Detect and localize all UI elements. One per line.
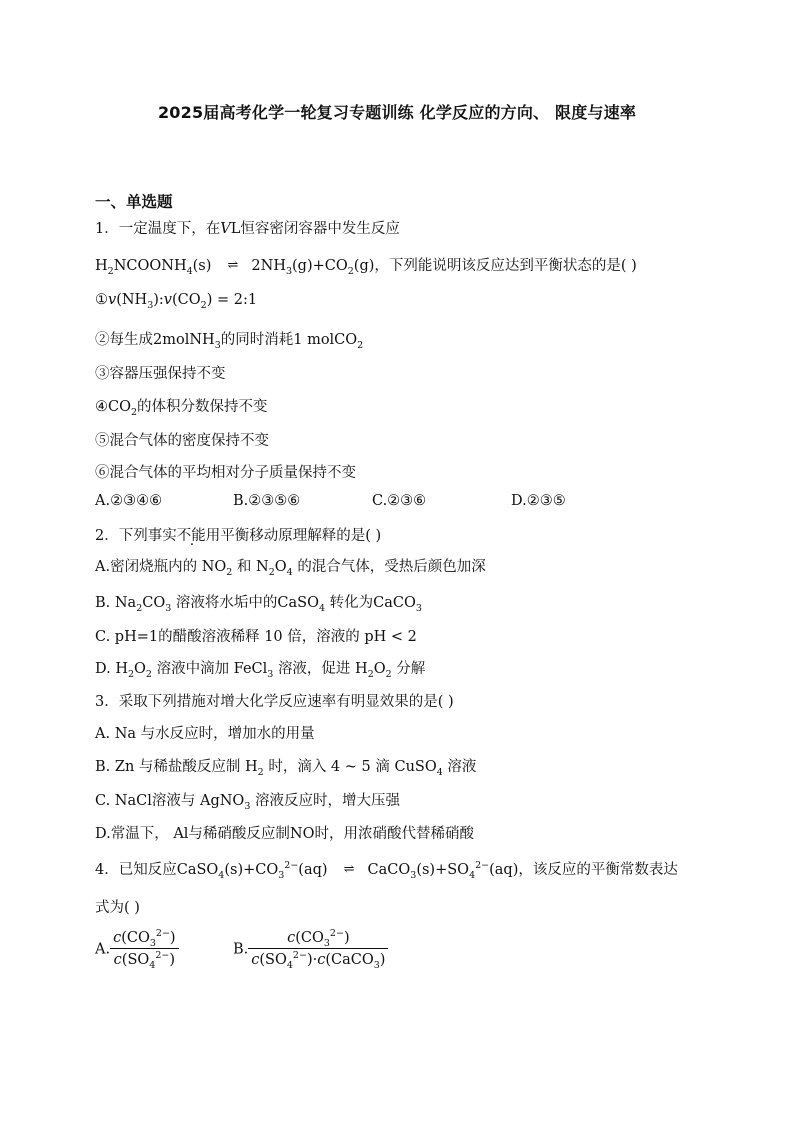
q1-option-c[interactable]: C.②③⑥ [372,493,427,509]
fraction: $\frac{c(CO_3^{2-})}{c(SO_4^{2-})\cdot c(CaCO_3)}$ [248,928,388,971]
q1-option-d[interactable]: D.②③⑤ [511,493,566,509]
q1-option-b[interactable]: B.②③⑤⑥ [233,493,301,509]
q4-option-a[interactable]: A. $\frac{c(CO_3^{2-})}{c(SO_4^{2-})}$ [95,928,179,971]
q1-item-4: $④CO_2$的体积分数保持不变 [95,399,268,418]
q2-option-b[interactable]: B. $Na_2CO_3$ 溶液将水垢中的CaSO$_4$ 转化为CaCO$_3$ [95,595,422,614]
q4-option-b[interactable]: B. $\frac{c(CO_3^{2-})}{c(SO_4^{2-})\cdot c(CaCO_3)}$ [233,928,388,971]
question-3-stem: 3．采取下列措施对增大化学反应速率有明显效果的是( ) [95,694,454,710]
q1-item-1: $①v(NH_3):v(CO_2)$ = 2:1 [95,292,258,311]
q3-option-d[interactable]: D.常温下， Al与稀硝酸反应制NO时，用浓硝酸代替稀硝酸 [95,826,475,842]
question-4-stem: 4．已知反应$CaSO_4(s)+CO_3^{2-}(aq)$ ⇌ $CaCO_3(s)+SO_4^{2-}(aq)$，该反应的平衡常数表达 [95,860,678,881]
question-1-stem: 1．一定温度下，在VL恒容密闭容器中发生反应 [95,221,400,237]
q1-item-5: ⑤混合气体的密度保持不变 [95,433,269,449]
question-4-stem-cont: 式为( ) [95,900,140,916]
page-title: 2025届高考化学一轮复习专题训练 化学反应的方向、 限度与速率 [157,103,637,122]
equilibrium-arrow-icon: ⇌ [227,258,236,273]
q2-option-a[interactable]: A.密闭烧瓶内的 $NO_2$ 和 $N_2O_4$ 的混合气体，受热后颜色加深 [95,559,486,578]
q3-option-c[interactable]: C. NaCl溶液与 AgNO$_3$ 溶液反应时，增大压强 [95,793,400,812]
q1-item-2: ②每生成2molNH$_3$的同时消耗1 molCO$_2$ [95,332,364,351]
question-2-stem: 2．下列事实不能用平衡移动原理解释的是( ) [95,528,382,544]
q1-option-a[interactable]: A.②③④⑥ [95,493,163,509]
q1-item-6: ⑥混合气体的平均相对分子质量保持不变 [95,465,356,481]
equilibrium-arrow-icon: ⇌ [343,862,352,877]
q2-option-d[interactable]: D. $H_2O_2$ 溶液中滴加 FeCl$_3$ 溶液，促进 $H_2O_2$ 分解 [95,661,426,680]
q3-option-b[interactable]: B. Zn 与稀盐酸反应制 $H_2$ 时，滴入 4 ~ 5 滴 CuSO$_4$ 溶液 [95,759,477,778]
fraction: $\frac{c(CO_3^{2-})}{c(SO_4^{2-})}$ [110,928,179,971]
q3-option-a[interactable]: A. Na 与水反应时，增加水的用量 [95,726,315,742]
q1-item-3: ③容器压强保持不变 [95,366,226,382]
question-1-reaction: $H_2NCOONH_4(s)$ ⇌ $2NH_3(g)+CO_2(g)$，下列能说明该反应达到平衡状态的是( ) [95,258,637,277]
q2-option-c[interactable]: C. pH=1的醋酸溶液稀释 10 倍，溶液的 pH < 2 [95,629,417,645]
section-heading: 一、单选题 [95,193,173,211]
